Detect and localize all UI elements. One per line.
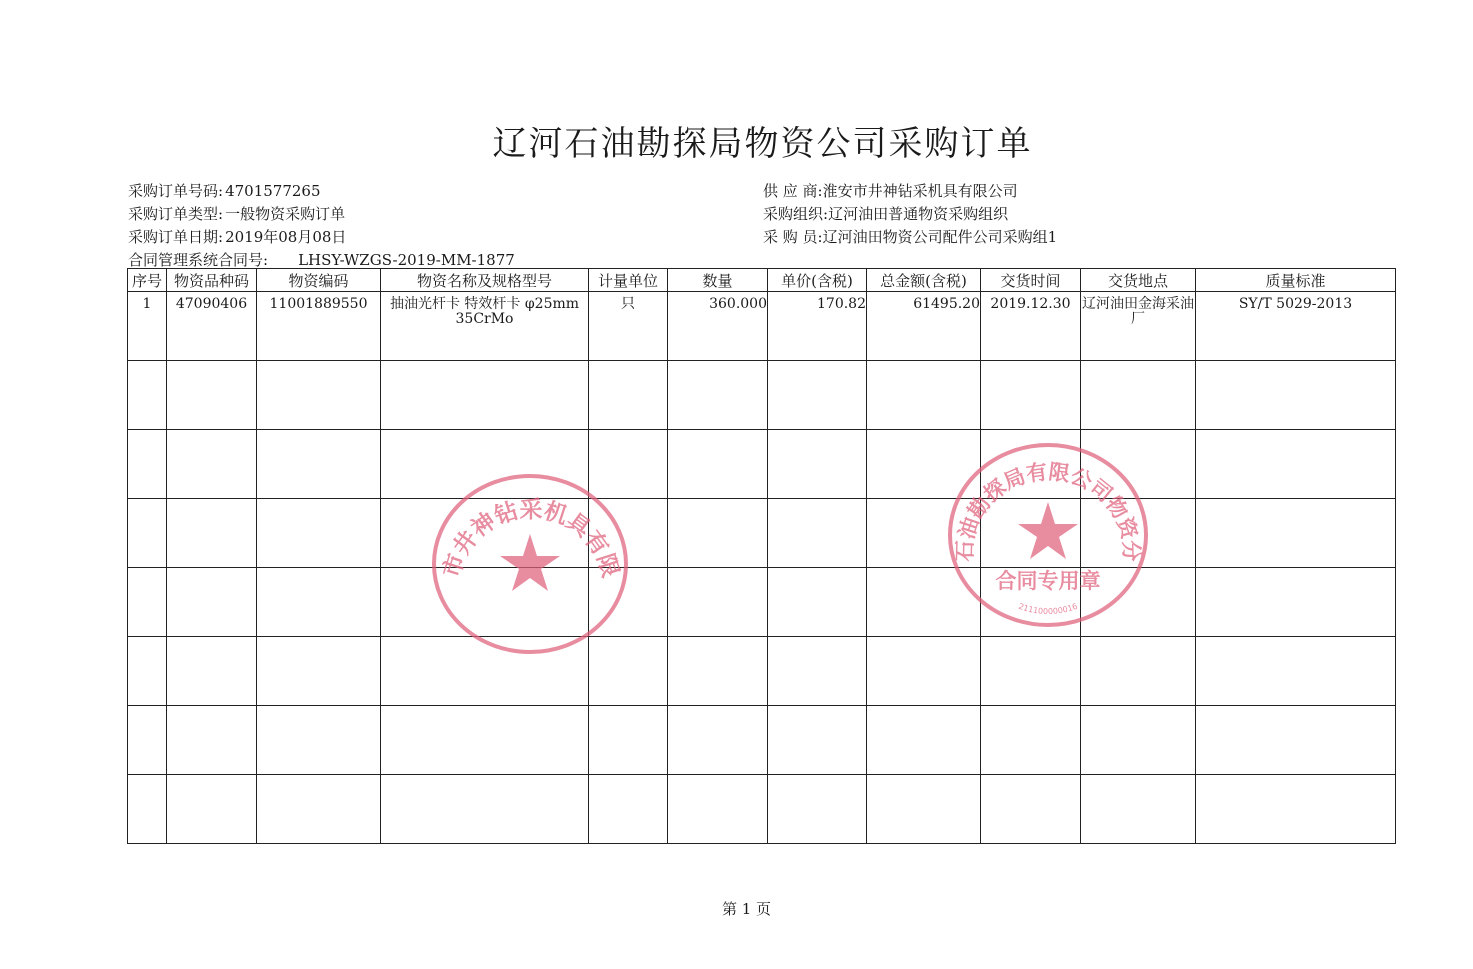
table-cell-empty [867,775,981,844]
table-cell-empty [257,775,381,844]
table-cell-empty [668,430,768,499]
order-date-row [128,226,515,249]
table-cell-empty [981,775,1081,844]
quality-standard-value: SY/T 5029-2013 [1238,296,1353,312]
purchase-org-row [763,203,1057,226]
table-cell-empty [867,706,981,775]
description-block [381,292,588,327]
table-cell-empty [768,499,867,568]
star-icon [1018,502,1078,559]
delivery-date-value: 2019.12.30 [990,296,1071,312]
table-cell-empty [668,706,768,775]
table-cell-empty [257,430,381,499]
cell-total-amount [867,292,981,361]
table-row [128,706,1396,775]
table-cell-empty [381,706,589,775]
table-cell-empty [257,637,381,706]
table-cell-empty [381,361,589,430]
quantity-value: 360.000 [709,296,767,312]
table-cell-empty [1196,706,1396,775]
order-date-label: 采购订单日期: [128,228,224,246]
cell-seq [128,292,167,361]
buyer-row [763,226,1057,249]
table-cell-empty [768,568,867,637]
table-cell-empty [167,499,257,568]
table-cell-empty [1196,430,1396,499]
table-cell-empty [768,430,867,499]
cell-delivery-place [1081,292,1196,361]
table-cell-empty [257,361,381,430]
cell-category-code [167,292,257,361]
cell-material-code [257,292,381,361]
header-material-code: 物资编码 [257,269,381,292]
buyer-seal [946,440,1150,630]
header-category-code: 物资品种码 [167,269,257,292]
table-cell-empty [257,499,381,568]
table-cell-empty [589,706,668,775]
cell-unit-price [768,292,867,361]
supplier-value: 淮安市井神钻采机具有限公司 [822,182,1018,200]
cell-quantity [668,292,768,361]
table-cell-empty [128,706,167,775]
unit-price-value: 170.82 [817,296,866,312]
table-row [128,292,1396,361]
table-row [128,637,1396,706]
table-cell-empty [128,430,167,499]
table-row [128,430,1396,499]
table-cell-empty [167,430,257,499]
table-cell-empty [167,361,257,430]
table-cell-empty [981,637,1081,706]
supplier-row [763,180,1057,203]
table-row [128,568,1396,637]
table-cell-empty [128,568,167,637]
table-cell-empty [668,568,768,637]
cell-quality-standard [1196,292,1396,361]
table-cell-empty [257,568,381,637]
table-cell-empty [981,361,1081,430]
table-cell-empty [668,361,768,430]
order-number-value: 4701577265 [225,182,321,200]
order-type-label: 采购订单类型: [128,205,224,223]
order-number-label: 采购订单号码: [128,182,224,200]
header-quality-standard: 质量标准 [1196,269,1396,292]
supplier-seal [428,470,632,658]
description-line-2: 35CrMo [455,311,514,327]
table-cell-empty [768,775,867,844]
buyer-value: 辽河油田物资公司配件公司采购组1 [822,228,1058,246]
table-cell-empty [128,775,167,844]
delivery-place-block [1081,292,1195,327]
table-row [128,775,1396,844]
cell-description [381,292,589,361]
table-cell-empty [589,775,668,844]
document-title: 辽河石油勘探局物资公司采购订单 [492,124,1033,164]
page-number: 第 1 页 [721,900,772,918]
cell-unit [589,292,668,361]
table-cell-empty [589,361,668,430]
supplier-label: 供 应 商: [763,182,823,200]
table-cell-empty [1196,361,1396,430]
delivery-place-line-1: 辽河油田金海采油 [1082,296,1194,312]
supplier-seal-graphic [428,470,632,658]
table-cell-empty [167,568,257,637]
order-info-right [763,180,1057,249]
purchase-org-value: 辽河油田普通物资采购组织 [828,205,1009,223]
table-cell-empty [768,361,867,430]
table-cell-empty [1196,499,1396,568]
table-cell-empty [1081,637,1196,706]
supplier-seal-text: 市井神钻采机具有限 [438,496,624,581]
order-table [127,268,1396,844]
table-cell-empty [1081,706,1196,775]
header-unit-price: 单价(含税) [768,269,867,292]
order-info-left [128,180,515,272]
total-amount-value: 61495.20 [913,296,980,312]
header-delivery-place: 交货地点 [1081,269,1196,292]
table-cell-empty [668,499,768,568]
purchase-org-label: 采购组织: [763,205,829,223]
table-cell-empty [1081,775,1196,844]
buyer-seal-number: 211100000016 [1017,601,1079,617]
header-quantity: 数量 [668,269,768,292]
header-unit: 计量单位 [589,269,668,292]
table-row [128,361,1396,430]
table-cell-empty [128,637,167,706]
table-cell-empty [768,706,867,775]
header-description: 物资名称及规格型号 [381,269,589,292]
header-delivery-date: 交货时间 [981,269,1081,292]
table-cell-empty [167,775,257,844]
header-total-amount: 总金额(含税) [867,269,981,292]
order-type-value: 一般物资采购订单 [225,205,346,223]
table-cell-empty [167,706,257,775]
category-code-value: 47090406 [175,296,248,312]
table-header-row [128,269,1396,292]
delivery-place-line-2: 厂 [1131,311,1145,327]
table-cell-empty [867,361,981,430]
contract-number-label: 合同管理系统合同号: [128,251,269,269]
order-type-row [128,203,515,226]
table-cell-empty [1196,568,1396,637]
buyer-seal-graphic [946,440,1150,630]
table-cell-empty [381,775,589,844]
description-line-1: 抽油光杆卡 特效杆卡 φ25mm [389,296,580,312]
table-cell-empty [257,706,381,775]
header-seq: 序号 [128,269,167,292]
table-cell-empty [668,775,768,844]
table-cell-empty [1196,775,1396,844]
table-cell-empty [1196,637,1396,706]
table-cell-empty [668,637,768,706]
material-code-value: 11001889550 [269,296,368,312]
cell-delivery-date [981,292,1081,361]
contract-number-value: LHSY-WZGS-2019-MM-1877 [298,251,515,269]
table-row [128,499,1396,568]
buyer-seal-bottom-text: 合同专用章 [995,569,1101,593]
table-cell-empty [167,637,257,706]
table-cell-empty [981,706,1081,775]
order-date-value: 2019年08月08日 [225,228,347,246]
star-icon [500,534,560,591]
table-cell-empty [1081,361,1196,430]
seq-value: 1 [142,296,152,312]
order-number-row [128,180,515,203]
table-cell-empty [768,637,867,706]
table-cell-empty [128,499,167,568]
unit-value: 只 [621,296,635,312]
buyer-seal-text: 石油勘探局有限公司物资分 [952,459,1144,562]
table-cell-empty [128,361,167,430]
buyer-label: 采 购 员: [763,228,823,246]
table-cell-empty [867,637,981,706]
